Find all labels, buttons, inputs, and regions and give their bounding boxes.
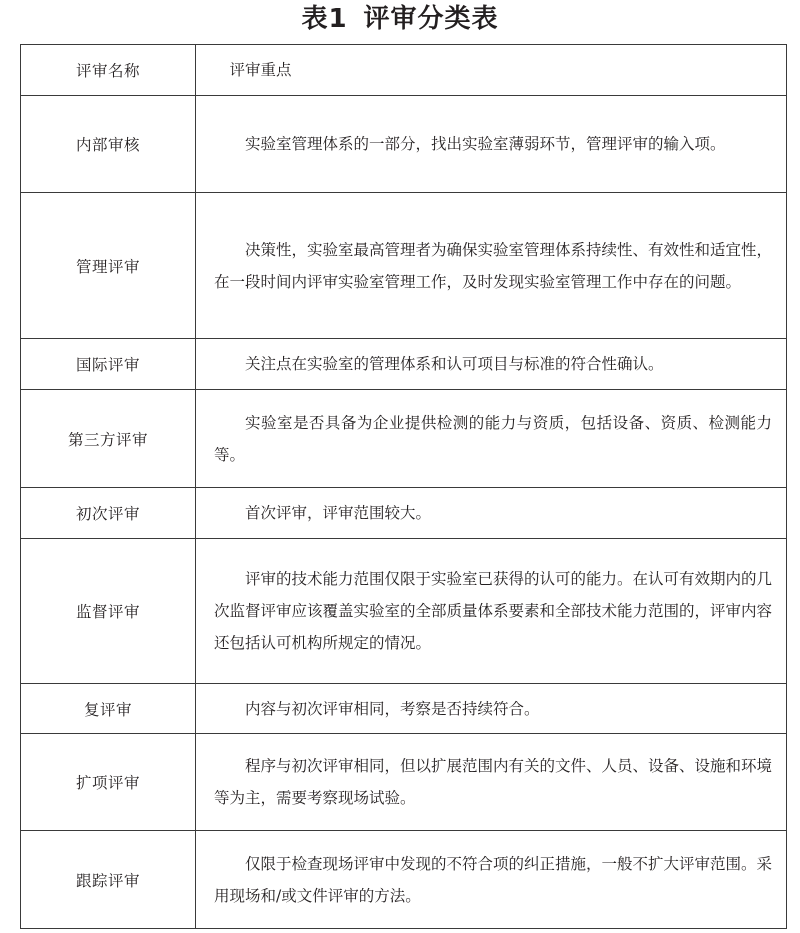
row-focus <box>196 684 787 734</box>
header-review-name: 评审名称 <box>21 45 196 96</box>
table-row <box>21 339 787 390</box>
row-name: 监督评审 <box>21 539 196 684</box>
row-focus <box>196 96 787 193</box>
row-focus <box>196 339 787 390</box>
table-row <box>21 831 787 929</box>
table-title: 评审分类表 <box>363 4 499 34</box>
row-focus <box>196 193 787 339</box>
row-name: 第三方评审 <box>21 390 196 488</box>
row-focus-text: 仅限于检查现场评审中发现的不符合项的纠正措施，一般不扩大评审范围。采用现场和/或文件评审的方法。 <box>214 854 773 905</box>
row-focus-text: 实验室是否具备为企业提供检测的能力与资质，包括设备、资质、检测能力等。 <box>214 413 772 464</box>
row-focus <box>196 390 787 488</box>
row-focus <box>196 831 787 929</box>
review-classification-table <box>20 44 787 929</box>
row-focus-text: 内容与初次评审相同，考察是否持续符合。 <box>245 699 540 718</box>
row-focus <box>196 488 787 539</box>
row-focus-text: 决策性，实验室最高管理者为确保实验室管理体系持续性、有效性和适宜性，在一段时间内评审实验室管理工作，及时发现实验室管理工作中存在的问题。 <box>214 240 773 291</box>
table-caption <box>0 0 800 42</box>
row-name: 管理评审 <box>21 193 196 339</box>
row-focus <box>196 734 787 831</box>
row-focus-text: 实验室管理体系的一部分，找出实验室薄弱环节，管理评审的输入项。 <box>245 135 726 153</box>
table-row <box>21 684 787 734</box>
row-name: 国际评审 <box>21 339 196 390</box>
table-row <box>21 539 787 684</box>
table-row <box>21 734 787 831</box>
row-focus-text: 程序与初次评审相同，但以扩展范围内有关的文件、人员、设备、设施和环境等为主，需要考察现场试验。 <box>214 757 773 807</box>
row-name: 初次评审 <box>21 488 196 539</box>
table-row <box>21 193 787 339</box>
table-header-row <box>21 45 787 96</box>
row-name: 扩项评审 <box>21 734 196 831</box>
row-focus <box>196 539 787 684</box>
header-review-focus-text: 评审重点 <box>229 61 292 79</box>
row-name: 内部审核 <box>21 96 196 193</box>
header-review-focus <box>196 45 787 96</box>
table-row <box>21 390 787 488</box>
table-row <box>21 96 787 193</box>
table-number: 表1 <box>301 4 348 34</box>
row-name: 跟踪评审 <box>21 831 196 929</box>
row-name: 复评审 <box>21 684 196 734</box>
row-focus-text: 首次评审，评审范围较大。 <box>245 504 432 522</box>
row-focus-text: 评审的技术能力范围仅限于实验室已获得的认可的能力。在认可有效期内的几次监督评审应该覆盖实验室的全部质量体系要素和全部技术能力范围的，评审内容还包括认可机构所规定的情况。 <box>214 570 773 652</box>
row-focus-text: 关注点在实验室的管理体系和认可项目与标准的符合性确认。 <box>245 355 664 373</box>
table-row <box>21 488 787 539</box>
